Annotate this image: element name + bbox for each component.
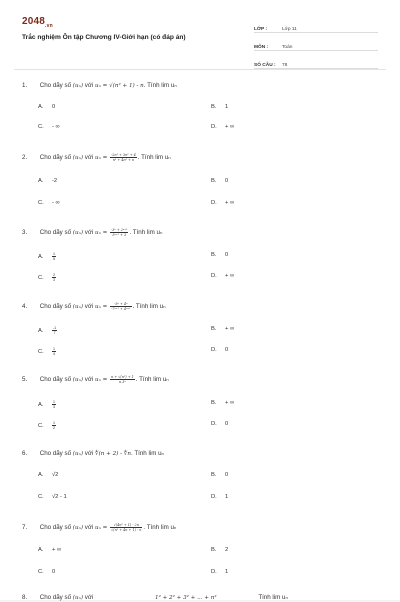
question-with: với <box>84 154 94 162</box>
option-letter: A. <box>38 254 44 261</box>
option-letter: A. <box>38 328 44 335</box>
fraction-denominator: -7ⁿ⁺¹ + 4ⁿ⁺¹ <box>111 307 131 311</box>
option-letter: C. <box>38 275 44 282</box>
option-b[interactable] <box>211 547 228 553</box>
formula-fraction <box>110 228 128 237</box>
fraction-denominator: 7 <box>53 331 56 335</box>
option-value: √2 - 1 <box>52 494 67 500</box>
logo-text: 2048 <box>22 16 46 27</box>
option-d[interactable] <box>211 347 228 353</box>
fraction-denominator: √(n² + 4n + 1) - n <box>111 528 142 532</box>
option-a[interactable] <box>38 547 61 553</box>
option-d[interactable] <box>211 421 228 427</box>
option-letter: D. <box>211 421 217 427</box>
question-8 <box>22 594 382 602</box>
option-letter: A. <box>38 104 44 110</box>
option-fraction <box>52 421 56 430</box>
meta-label: MÔN : <box>254 45 269 50</box>
question-ask: . Tính lim uₙ <box>143 524 177 532</box>
option-fraction <box>52 400 56 409</box>
question-intro: Cho dãy số <box>39 376 72 384</box>
sequence-symbol: (uₙ) <box>72 525 84 532</box>
option-d[interactable] <box>211 273 234 279</box>
sequence-symbol: (uₙ) <box>72 377 84 384</box>
option-c[interactable] <box>38 124 60 130</box>
fraction-denominator: 5 <box>53 257 55 261</box>
question-text <box>22 450 382 458</box>
meta-label: LỚP : <box>254 27 268 32</box>
option-value: + ∞ <box>225 200 235 206</box>
question-text <box>22 523 382 532</box>
meta-row-class <box>254 18 378 33</box>
question-ask: . Tính lim uₙ <box>137 154 171 162</box>
option-c[interactable] <box>38 569 55 575</box>
document-header <box>0 0 400 70</box>
question-ask: . Tính lim uₙ <box>132 303 166 311</box>
question-2 <box>22 153 382 162</box>
option-fraction <box>52 252 56 261</box>
question-ask: . Tính lim uₙ <box>135 376 169 384</box>
question-ask: Tính lim uₙ <box>147 82 177 89</box>
option-value: + ∞ <box>225 326 235 332</box>
option-value: - ∞ <box>52 200 60 206</box>
option-letter: A. <box>38 178 44 184</box>
formula-fraction <box>110 302 132 311</box>
option-value: 1 <box>225 104 229 110</box>
option-letter: D. <box>211 494 217 500</box>
formula-lhs: uₙ = <box>95 230 108 237</box>
option-value: + ∞ <box>225 273 235 279</box>
option-d[interactable] <box>211 200 234 206</box>
option-value: + ∞ <box>52 547 62 553</box>
formula: ∜(n + 2) - ∜n. <box>95 451 133 457</box>
question-3 <box>22 228 382 237</box>
meta-row-subject <box>254 36 378 51</box>
question-intro: Cho dãy số <box>39 229 72 237</box>
option-value: 0 <box>225 347 229 353</box>
option-a[interactable] <box>38 178 57 184</box>
option-b[interactable] <box>211 178 228 184</box>
fraction-denominator: n³ + 4n² + n <box>112 158 135 162</box>
option-value: 1 <box>225 569 229 575</box>
question-number: 6. <box>22 450 28 457</box>
option-letter: C. <box>38 200 44 206</box>
sequence-symbol: (uₙ) <box>72 451 84 457</box>
question-with: với <box>84 229 94 237</box>
option-d[interactable] <box>211 494 228 500</box>
option-value: + ∞ <box>225 124 235 130</box>
option-value: 0 <box>52 569 56 575</box>
option-letter: C. <box>38 494 44 500</box>
option-letter: C. <box>38 569 44 575</box>
fraction-numerator: n + √(n²) + 1 <box>111 375 134 379</box>
question-7 <box>22 523 382 532</box>
fraction-denominator: 3 <box>53 405 55 409</box>
question-text <box>22 375 382 384</box>
option-c[interactable] <box>38 347 56 356</box>
option-b[interactable] <box>211 326 234 332</box>
option-value: 0 <box>225 421 229 427</box>
question-ask: Tính lim uₙ <box>258 594 288 601</box>
option-c[interactable] <box>38 200 60 206</box>
fraction-numerator: 1 <box>53 421 55 425</box>
sequence-symbol: (uₙ) <box>72 230 84 237</box>
option-value: 1 <box>225 494 229 500</box>
question-number: 8. <box>22 594 28 601</box>
formula: uₙ = √(n² + 1) - n. <box>95 83 146 89</box>
option-c[interactable] <box>38 421 56 430</box>
formula-lhs: uₙ = <box>95 377 108 384</box>
fraction-numerator: 2 <box>53 273 55 277</box>
option-c[interactable] <box>38 494 67 500</box>
option-value: √2 <box>52 472 59 478</box>
option-fraction <box>52 326 57 335</box>
question-5 <box>22 375 382 384</box>
question-number: 4. <box>22 303 28 311</box>
question-number: 7. <box>22 524 28 532</box>
question-with: với <box>84 376 94 384</box>
option-value: - ∞ <box>52 124 60 130</box>
option-letter: D. <box>211 200 217 206</box>
question-text <box>22 302 382 311</box>
fraction-numerator: √(4n² + 1) - 2n <box>110 523 142 528</box>
sequence-symbol: (uₙ) <box>72 304 84 311</box>
header-divider <box>14 69 386 70</box>
question-6 <box>22 450 382 458</box>
question-number: 2. <box>22 154 28 162</box>
option-letter: B. <box>211 178 217 184</box>
fraction-numerator: 1 <box>53 347 55 351</box>
option-letter: B. <box>211 400 217 406</box>
option-b[interactable] <box>211 472 228 478</box>
formula-fraction <box>110 375 135 384</box>
option-b[interactable] <box>211 252 228 258</box>
option-letter: B. <box>211 472 217 478</box>
meta-value: Toán <box>282 45 293 50</box>
sequence-symbol: (uₙ) <box>72 155 84 162</box>
meta-label: SỐ CÂU : <box>254 63 276 68</box>
page-title: Trắc nghiệm Ôn tập Chương IV-Giới hạn (có đáp án) <box>22 34 186 41</box>
option-letter: B. <box>211 252 217 258</box>
fraction-numerator: -1 <box>53 326 57 330</box>
option-a[interactable] <box>38 400 56 409</box>
option-letter: C. <box>38 349 44 356</box>
question-intro: Cho dãy số <box>39 154 72 162</box>
meta-row-count <box>254 54 378 69</box>
question-number: 5. <box>22 376 28 384</box>
fraction-numerator: 1 <box>53 400 55 404</box>
question-intro: Cho dãy số <box>39 82 72 89</box>
option-c[interactable] <box>38 273 56 282</box>
sequence-symbol: (uₙ) <box>72 83 84 89</box>
meta-panel <box>254 18 378 72</box>
option-letter: B. <box>211 326 217 332</box>
question-intro: Cho dãy số <box>39 524 72 532</box>
formula-lhs: uₙ = <box>95 304 108 311</box>
option-letter: B. <box>211 547 217 553</box>
fraction-numerator: -3ⁿ + 2ⁿ⁺¹ <box>111 228 128 232</box>
option-fraction <box>52 273 56 282</box>
formula-lhs: uₙ = <box>95 155 108 162</box>
option-letter: D. <box>211 569 217 575</box>
option-letter: D. <box>211 124 217 130</box>
question-text <box>22 153 382 162</box>
fraction-numerator: 1 <box>53 252 55 256</box>
logo-suffix: .vn <box>45 23 53 29</box>
question-4 <box>22 302 382 311</box>
sequence-symbol: (uₙ) <box>72 595 84 601</box>
question-intro: Cho dãy số <box>39 303 72 311</box>
question-ask: Tính lim uₙ <box>134 450 164 457</box>
formula-fraction <box>110 523 142 532</box>
question-number: 3. <box>22 229 28 237</box>
option-value: 0 <box>225 472 229 478</box>
question-with: với <box>84 524 94 532</box>
option-letter: A. <box>38 402 44 409</box>
option-a[interactable] <box>38 104 55 110</box>
fraction-denominator: n.3ⁿ <box>119 380 126 384</box>
option-letter: C. <box>38 423 44 430</box>
formula-fraction <box>110 153 137 162</box>
option-letter: B. <box>211 104 217 110</box>
meta-value: Lớp 11 <box>282 27 297 32</box>
option-a[interactable] <box>38 326 57 335</box>
option-value: 0 <box>52 104 56 110</box>
question-1 <box>22 82 382 90</box>
option-letter: D. <box>211 273 217 279</box>
question-number: 1. <box>22 82 28 89</box>
option-letter: D. <box>211 347 217 353</box>
meta-value: 78 <box>282 63 288 68</box>
option-value: -2 <box>52 178 58 184</box>
option-letter: C. <box>38 124 44 130</box>
question-with: với <box>84 303 94 311</box>
option-d[interactable] <box>211 569 228 575</box>
option-value: 0 <box>225 252 229 258</box>
question-with: với <box>84 82 94 89</box>
option-value: 0 <box>225 178 229 184</box>
option-letter: A. <box>38 547 44 553</box>
question-intro: Cho dãy số <box>39 450 72 457</box>
question-with: với <box>84 450 94 457</box>
fraction-denominator: 4 <box>53 352 55 356</box>
fraction-numerator: -5ⁿ + 4ⁿ <box>110 302 132 307</box>
option-value: 2 <box>225 547 229 553</box>
fraction-denominator: 5ⁿ⁺¹ + 3 <box>112 233 127 237</box>
site-logo[interactable] <box>22 16 53 29</box>
formula: 1² + 2² + 3² + ... + n² <box>155 595 217 601</box>
formula-lhs: uₙ = <box>95 525 108 532</box>
question-ask: . Tính lim uₙ <box>129 229 163 237</box>
question-intro: Cho dãy số <box>39 594 72 601</box>
question-text <box>22 228 382 237</box>
option-fraction <box>52 347 56 356</box>
question-text <box>22 594 382 602</box>
fraction-denominator: 2 <box>53 426 55 430</box>
option-d[interactable] <box>211 124 234 130</box>
option-a[interactable] <box>38 252 56 261</box>
option-a[interactable] <box>38 472 58 478</box>
question-text <box>22 82 382 90</box>
option-letter: A. <box>38 472 44 478</box>
option-value: + ∞ <box>225 400 235 406</box>
option-b[interactable] <box>211 104 228 110</box>
question-with: với <box>84 594 94 601</box>
fraction-denominator: 3 <box>53 278 55 282</box>
fraction-numerator: -2n³ + 3n² + 4 <box>111 153 136 157</box>
option-b[interactable] <box>211 400 234 406</box>
